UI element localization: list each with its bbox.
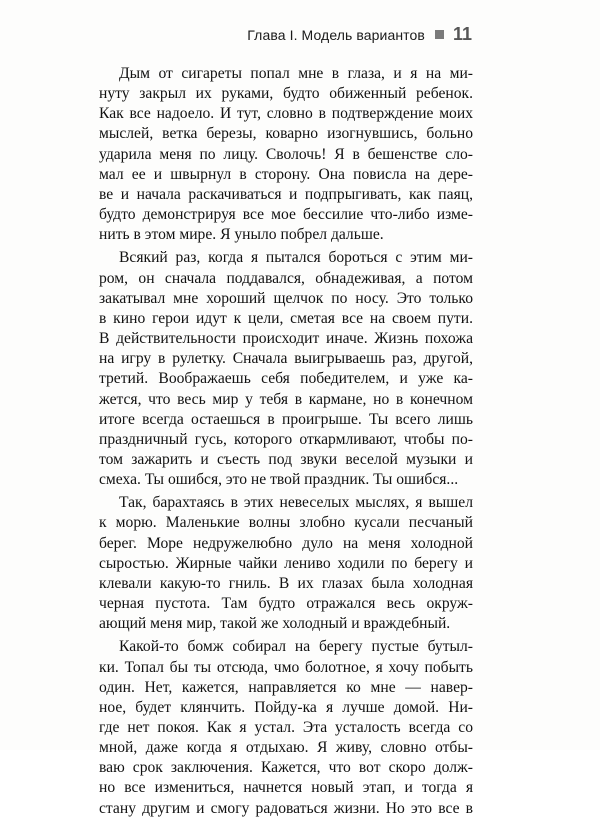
text-line: где нет покоя. Как я устал. Эта усталость всегда со xyxy=(99,719,473,736)
text-line: но все измениться, начнется новый этап, и тогда я xyxy=(99,779,473,797)
paragraph xyxy=(99,493,473,634)
text-line: берег. Море недружелюбно дуло на меня холодной xyxy=(99,534,473,552)
text-line: мной, даже когда я отдыхаю. Я живу, словно отбы- xyxy=(99,739,473,757)
text-line: мыслей, ветка березы, коварно изогнувшись, больно xyxy=(99,125,473,143)
chapter-title: Глава I. Модель вариантов xyxy=(247,26,425,43)
page-number: 11 xyxy=(452,24,472,44)
text-line: том зажарить и съесть под звуки веселой музыки и xyxy=(99,450,473,468)
text-line: закатывал мне хороший щелчок по носу. Это только xyxy=(99,289,473,307)
body-text xyxy=(99,64,473,822)
text-line: на игру в рулетку. Сначала выигрываешь раз, другой, xyxy=(99,350,473,368)
square-marker-icon xyxy=(435,30,444,39)
text-line: ром, он сначала поддавался, обнадеживая, а потом xyxy=(99,269,473,287)
text-line: ающий меня мир, такой же холодный и враждебный. xyxy=(99,615,451,633)
running-header xyxy=(247,24,472,45)
paragraph xyxy=(99,637,473,818)
text-line: стану другим и смогу радоваться жизни. Но это все в xyxy=(99,799,473,817)
text-line: ве и начала раскачиваться и подпрыгивать, как паяц, xyxy=(99,185,473,203)
paragraph xyxy=(99,64,473,245)
text-line: ки. Топал бы ты отсюда, чмо болотное, я хочу побыть xyxy=(99,658,473,676)
text-line: сыростью. Жирные чайки лениво ходили по берегу и xyxy=(99,554,473,572)
text-line: Так, барахтаясь в этих невеселых мыслях, я вышел xyxy=(119,494,473,512)
text-line: Как все надоело. И тут, словно в подтверждение моих xyxy=(99,105,473,123)
text-line: ударила меня по лицу. Сволочь! Я в бешенстве сло- xyxy=(99,145,473,163)
text-line: итоге всегда остаешься в проигрыше. Ты всего лишь xyxy=(99,410,473,428)
text-line: в кино герои идут к цели, сметая все на своем пути. xyxy=(99,309,473,327)
text-line: В действительности происходит иначе. Жизнь похожа xyxy=(99,330,473,348)
text-line: нуту закрыл их руками, будто обиженный ребенок. xyxy=(99,85,473,103)
text-line: один. Нет, кажется, направляется ко мне — навер- xyxy=(99,678,473,696)
text-line: жется, что весь мир у тебя в кармане, но в конечном xyxy=(99,390,473,408)
text-line: к морю. Маленькие волны злобно кусали песчаный xyxy=(99,514,473,532)
text-line: ваю срок заключения. Кажется, что вот скоро долж- xyxy=(99,759,473,777)
text-line: ное, будет клянчить. Пойду-ка я лучше домой. Ни- xyxy=(99,698,473,716)
text-line: Какой-то бомж собирал на берегу пустые бутыл- xyxy=(119,638,473,656)
text-line: праздничный гусь, которого откармливают, чтобы по- xyxy=(99,430,473,448)
text-line: клевали какую-то гниль. В их глазах была холодная xyxy=(99,574,473,592)
text-line: смеха. Ты ошибся, это не твой праздник. Ты ошибся... xyxy=(99,471,459,489)
text-line: Дым от сигареты попал мне в глаза, и я на ми- xyxy=(119,65,473,82)
text-line: нить в этом мире. Я уныло побрел дальше. xyxy=(99,226,384,244)
paragraph xyxy=(99,248,473,490)
text-line: мал ее и швырнул в сторону. Она повисла на дере- xyxy=(99,165,473,183)
text-line: третий. Воображаешь себя победителем, и уже ка- xyxy=(99,370,473,388)
text-line: Всякий раз, когда я пытался бороться с этим ми- xyxy=(119,249,473,267)
text-line: черная пустота. Там будто отражался весь окруж- xyxy=(99,595,473,613)
text-line: будто демонстрируя все мое бессилие что-либо изме- xyxy=(99,206,473,224)
